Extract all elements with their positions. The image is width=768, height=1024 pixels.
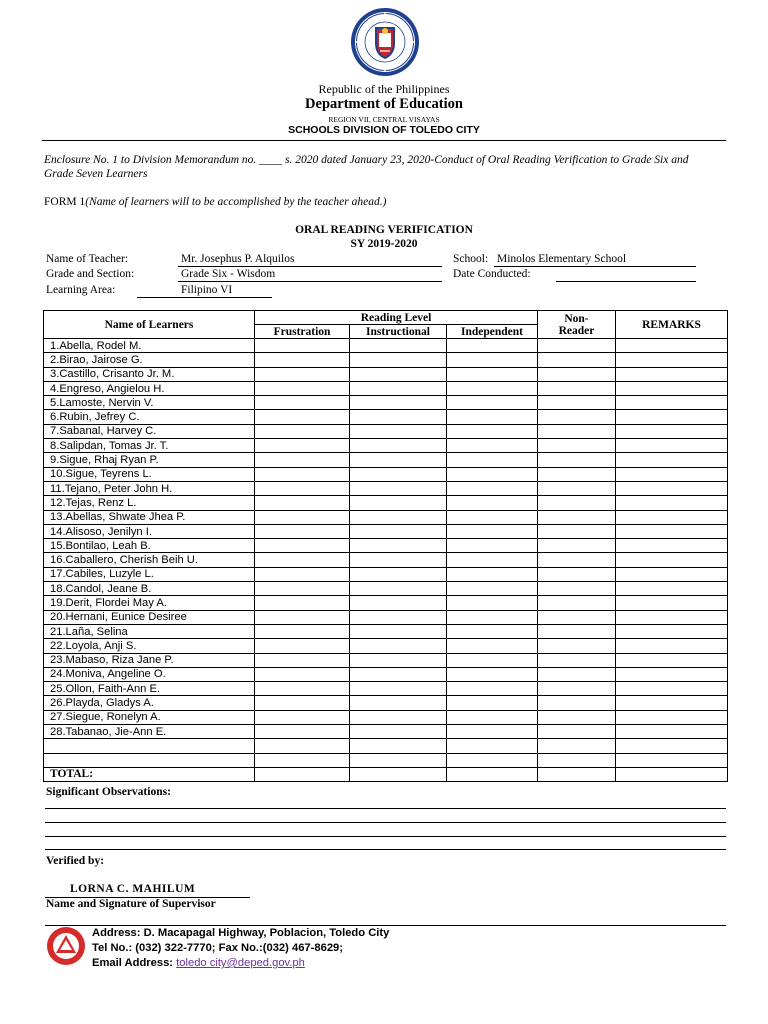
frustration-cell[interactable]: [255, 667, 350, 681]
independent-cell[interactable]: [447, 582, 538, 596]
remarks-cell[interactable]: [616, 682, 728, 696]
table-row: [44, 539, 728, 553]
remarks-cell[interactable]: [616, 667, 728, 681]
footer-divider: [45, 925, 726, 926]
table-row: [44, 381, 728, 395]
frustration-cell[interactable]: [255, 367, 350, 381]
frustration-cell[interactable]: [255, 624, 350, 638]
instructional-cell[interactable]: [350, 710, 447, 724]
supervisor-caption: Name and Signature of Supervisor: [46, 898, 216, 910]
frustration-cell[interactable]: [255, 639, 350, 653]
table-row: [44, 481, 728, 495]
school-year: SY 2019-2020: [350, 238, 418, 250]
instructional-cell[interactable]: [350, 467, 447, 481]
remarks-cell[interactable]: [616, 624, 728, 638]
independent-cell[interactable]: [447, 424, 538, 438]
instructional-cell[interactable]: [350, 667, 447, 681]
independent-cell[interactable]: [447, 624, 538, 638]
verified-by-label: Verified by:: [46, 855, 105, 867]
instructional-cell[interactable]: [350, 567, 447, 581]
independent-cell[interactable]: [447, 610, 538, 624]
learner-name: 1.Abella, Rodel M.: [44, 339, 255, 353]
instructional-cell[interactable]: [350, 367, 447, 381]
table-row: [44, 467, 728, 481]
instructional-cell[interactable]: [350, 524, 447, 538]
frustration-cell[interactable]: [255, 753, 350, 767]
frustration-cell[interactable]: [255, 682, 350, 696]
instructional-cell[interactable]: [350, 739, 447, 753]
frustration-cell[interactable]: [255, 710, 350, 724]
frustration-cell[interactable]: [255, 410, 350, 424]
remarks-cell[interactable]: [616, 696, 728, 710]
non-reader-cell[interactable]: [538, 481, 616, 495]
instructional-cell[interactable]: [350, 481, 447, 495]
frustration-cell[interactable]: [255, 424, 350, 438]
non-reader-cell[interactable]: [538, 524, 616, 538]
table-row: [44, 410, 728, 424]
frustration-cell[interactable]: [255, 396, 350, 410]
department-heading: Department of Education: [305, 96, 463, 112]
deped-seal-logo: [350, 7, 420, 77]
total-independent-cell[interactable]: [447, 767, 538, 781]
instructional-cell[interactable]: [350, 539, 447, 553]
remarks-cell[interactable]: [616, 410, 728, 424]
learner-name: [44, 739, 255, 753]
non-reader-cell[interactable]: [538, 467, 616, 481]
observation-line[interactable]: [45, 808, 726, 809]
frustration-cell[interactable]: [255, 467, 350, 481]
grade-field[interactable]: Grade Six - Wisdom: [178, 268, 442, 282]
table-row: [44, 339, 728, 353]
form-label: FORM 1: [44, 196, 86, 208]
independent-cell[interactable]: [447, 381, 538, 395]
learner-name: 16.Caballero, Cherish Beih U.: [44, 553, 255, 567]
frustration-cell[interactable]: [255, 353, 350, 367]
instructional-cell[interactable]: [350, 439, 447, 453]
independent-header: Independent: [447, 325, 538, 339]
total-non-reader-cell[interactable]: [538, 767, 616, 781]
independent-cell[interactable]: [447, 682, 538, 696]
observation-line[interactable]: [45, 822, 726, 823]
remarks-cell[interactable]: [616, 725, 728, 739]
date-label: Date Conducted:: [453, 268, 531, 280]
independent-cell[interactable]: [447, 367, 538, 381]
frustration-cell[interactable]: [255, 339, 350, 353]
independent-cell[interactable]: [447, 710, 538, 724]
independent-cell[interactable]: [447, 353, 538, 367]
non-reader-cell[interactable]: [538, 710, 616, 724]
remarks-cell[interactable]: [616, 439, 728, 453]
observations-label: Significant Observations:: [46, 786, 171, 798]
instructional-cell[interactable]: [350, 553, 447, 567]
table-row: [44, 725, 728, 739]
non-reader-cell[interactable]: [538, 367, 616, 381]
instructional-cell[interactable]: [350, 639, 447, 653]
instructional-cell[interactable]: [350, 582, 447, 596]
independent-cell[interactable]: [447, 739, 538, 753]
table-row: [44, 596, 728, 610]
frustration-cell[interactable]: [255, 453, 350, 467]
footer-email-label: Email Address:: [92, 957, 177, 969]
non-reader-header: Non- Reader: [538, 311, 616, 339]
learner-name: 6.Rubin, Jefrey C.: [44, 410, 255, 424]
table-row: [44, 624, 728, 638]
frustration-cell[interactable]: [255, 553, 350, 567]
footer-address: Address: D. Macapagal Highway, Poblacion, Toledo City: [92, 927, 390, 939]
independent-cell[interactable]: [447, 653, 538, 667]
table-row: [44, 610, 728, 624]
learner-name: 13.Abellas, Shwate Jhea P.: [44, 510, 255, 524]
non-reader-cell[interactable]: [538, 667, 616, 681]
table-row: [44, 524, 728, 538]
learner-name: 25.Ollon, Faith-Ann E.: [44, 682, 255, 696]
independent-cell[interactable]: [447, 410, 538, 424]
instructional-cell[interactable]: [350, 725, 447, 739]
observation-line[interactable]: [45, 836, 726, 837]
table-row: [44, 653, 728, 667]
non-reader-cell[interactable]: [538, 381, 616, 395]
school-label: School:: [453, 253, 489, 265]
remarks-cell[interactable]: [616, 496, 728, 510]
name-of-learners-header: Name of Learners: [44, 311, 255, 339]
document-title: ORAL READING VERIFICATION: [295, 224, 473, 236]
independent-cell[interactable]: [447, 453, 538, 467]
non-reader-cell[interactable]: [538, 639, 616, 653]
independent-cell[interactable]: [447, 667, 538, 681]
date-field[interactable]: [556, 268, 696, 282]
table-row: [44, 424, 728, 438]
learner-name: 20.Hernani, Eunice Desiree: [44, 610, 255, 624]
table-row: [44, 567, 728, 581]
learners-table: [43, 310, 728, 782]
remarks-cell[interactable]: [616, 553, 728, 567]
supervisor-name: LORNA C. MAHILUM: [70, 883, 196, 895]
area-label: Learning Area:: [46, 284, 116, 296]
non-reader-cell[interactable]: [538, 424, 616, 438]
remarks-cell[interactable]: [616, 453, 728, 467]
non-reader-cell[interactable]: [538, 567, 616, 581]
remarks-cell[interactable]: [616, 467, 728, 481]
instructional-cell[interactable]: [350, 396, 447, 410]
non-reader-cell[interactable]: [538, 624, 616, 638]
non-reader-cell[interactable]: [538, 396, 616, 410]
total-frustration-cell[interactable]: [255, 767, 350, 781]
footer-phone: Tel No.: (032) 322-7770; Fax No.:(032) 467-8629;: [92, 942, 343, 954]
remarks-cell[interactable]: [616, 510, 728, 524]
independent-cell[interactable]: [447, 696, 538, 710]
non-reader-cell[interactable]: [538, 739, 616, 753]
learner-name: 17.Cabiles, Luzyle L.: [44, 567, 255, 581]
instructional-cell[interactable]: [350, 353, 447, 367]
non-reader-cell[interactable]: [538, 653, 616, 667]
table-row: [44, 710, 728, 724]
independent-cell[interactable]: [447, 396, 538, 410]
frustration-cell[interactable]: [255, 653, 350, 667]
remarks-cell[interactable]: [616, 753, 728, 767]
independent-cell[interactable]: [447, 553, 538, 567]
learner-name: 11.Tejano, Peter John H.: [44, 481, 255, 495]
non-reader-cell[interactable]: [538, 682, 616, 696]
frustration-cell[interactable]: [255, 496, 350, 510]
non-reader-cell[interactable]: [538, 610, 616, 624]
non-reader-cell[interactable]: [538, 539, 616, 553]
learner-name: [44, 753, 255, 767]
instructional-cell[interactable]: [350, 624, 447, 638]
table-row: [44, 753, 728, 767]
learner-name: 14.Alisoso, Jenilyn I.: [44, 524, 255, 538]
independent-cell[interactable]: [447, 467, 538, 481]
learner-name: 12.Tejas, Renz L.: [44, 496, 255, 510]
footer-email-link[interactable]: toledo city@deped.gov.ph: [176, 957, 305, 969]
learner-name: 23.Mabaso, Riza Jane P.: [44, 653, 255, 667]
learner-name: 26.Playda, Gladys A.: [44, 696, 255, 710]
remarks-cell[interactable]: [616, 381, 728, 395]
observation-line[interactable]: [45, 849, 726, 850]
non-reader-cell[interactable]: [538, 510, 616, 524]
learner-name: 10.Sigue, Teyrens L.: [44, 467, 255, 481]
independent-cell[interactable]: [447, 524, 538, 538]
independent-cell[interactable]: [447, 567, 538, 581]
teacher-field[interactable]: Mr. Josephus P. Alquilos: [178, 253, 442, 267]
instructional-cell[interactable]: [350, 410, 447, 424]
learner-name: 8.Salipdan, Tomas Jr. T.: [44, 439, 255, 453]
learner-name: 27.Siegue, Ronelyn A.: [44, 710, 255, 724]
republic-heading: Republic of the Philippines: [318, 82, 450, 96]
independent-cell[interactable]: [447, 639, 538, 653]
learner-name: 15.Bontilao, Leah B.: [44, 539, 255, 553]
grade-label: Grade and Section:: [46, 268, 135, 280]
learner-name: 2.Birao, Jairose G.: [44, 353, 255, 367]
table-row: [44, 696, 728, 710]
remarks-cell[interactable]: [616, 567, 728, 581]
total-instructional-cell[interactable]: [350, 767, 447, 781]
remarks-cell[interactable]: [616, 582, 728, 596]
learner-name: 28.Tabanao, Jie-Ann E.: [44, 725, 255, 739]
independent-cell[interactable]: [447, 496, 538, 510]
table-row: [44, 453, 728, 467]
header-divider: [42, 140, 726, 141]
total-remarks-cell[interactable]: [616, 767, 728, 781]
remarks-cell[interactable]: [616, 353, 728, 367]
learner-name: 5.Lamoste, Nervin V.: [44, 396, 255, 410]
instructional-cell[interactable]: [350, 381, 447, 395]
instructional-cell[interactable]: [350, 610, 447, 624]
learner-name: 24.Moniva, Angeline O.: [44, 667, 255, 681]
non-reader-cell[interactable]: [538, 339, 616, 353]
school-field[interactable]: Minolos Elementary School: [494, 253, 696, 267]
frustration-cell[interactable]: [255, 739, 350, 753]
frustration-cell[interactable]: [255, 524, 350, 538]
remarks-cell[interactable]: [616, 653, 728, 667]
non-reader-cell[interactable]: [538, 582, 616, 596]
frustration-cell[interactable]: [255, 439, 350, 453]
remarks-cell[interactable]: [616, 367, 728, 381]
instructional-cell[interactable]: [350, 696, 447, 710]
independent-cell[interactable]: [447, 481, 538, 495]
frustration-cell[interactable]: [255, 596, 350, 610]
learner-name: 7.Sabanal, Harvey C.: [44, 424, 255, 438]
non-reader-cell[interactable]: [538, 439, 616, 453]
remarks-cell[interactable]: [616, 739, 728, 753]
table-row: [44, 367, 728, 381]
region-heading: REGION VII, CENTRAL VISAYAS: [328, 115, 440, 124]
frustration-cell[interactable]: [255, 481, 350, 495]
form-label-line: [44, 196, 386, 208]
non-reader-cell[interactable]: [538, 496, 616, 510]
footer-email-line: [92, 957, 305, 969]
non-reader-cell[interactable]: [538, 596, 616, 610]
teacher-label: Name of Teacher:: [46, 253, 128, 265]
table-row: [44, 439, 728, 453]
remarks-cell[interactable]: [616, 539, 728, 553]
learner-name: 19.Derit, Flordei May A.: [44, 596, 255, 610]
non-reader-cell[interactable]: [538, 696, 616, 710]
non-reader-cell[interactable]: [538, 753, 616, 767]
reading-level-header: Reading Level: [255, 311, 538, 325]
non-reader-cell[interactable]: [538, 725, 616, 739]
instructional-cell[interactable]: [350, 653, 447, 667]
non-reader-cell[interactable]: [538, 553, 616, 567]
independent-cell[interactable]: [447, 439, 538, 453]
table-row: [44, 353, 728, 367]
table-row: [44, 582, 728, 596]
frustration-cell[interactable]: [255, 381, 350, 395]
total-label: TOTAL:: [44, 767, 255, 781]
frustration-cell[interactable]: [255, 696, 350, 710]
table-row: [44, 739, 728, 753]
learner-name: 9.Sigue, Rhaj Ryan P.: [44, 453, 255, 467]
remarks-cell[interactable]: [616, 610, 728, 624]
division-logo: [46, 926, 86, 966]
independent-cell[interactable]: [447, 725, 538, 739]
table-row: [44, 510, 728, 524]
remarks-cell[interactable]: [616, 710, 728, 724]
learner-name: 4.Engreso, Angielou H.: [44, 381, 255, 395]
independent-cell[interactable]: [447, 596, 538, 610]
learner-name: 21.Laña, Selina: [44, 624, 255, 638]
remarks-cell[interactable]: [616, 339, 728, 353]
learner-name: 18.Candol, Jeane B.: [44, 582, 255, 596]
independent-cell[interactable]: [447, 753, 538, 767]
table-row: [44, 682, 728, 696]
remarks-header: REMARKS: [616, 311, 728, 339]
learner-name: 22.Loyola, Anji S.: [44, 639, 255, 653]
frustration-cell[interactable]: [255, 610, 350, 624]
table-row: [44, 496, 728, 510]
instructional-cell[interactable]: [350, 453, 447, 467]
remarks-cell[interactable]: [616, 481, 728, 495]
instructional-cell[interactable]: [350, 753, 447, 767]
instructional-cell[interactable]: [350, 510, 447, 524]
remarks-cell[interactable]: [616, 396, 728, 410]
learner-name: 3.Castillo, Crisanto Jr. M.: [44, 367, 255, 381]
independent-cell[interactable]: [447, 539, 538, 553]
table-row: [44, 396, 728, 410]
instructional-cell[interactable]: [350, 424, 447, 438]
form-note: (Name of learners will to be accomplished by the teacher ahead.): [85, 196, 387, 208]
frustration-cell[interactable]: [255, 510, 350, 524]
instructional-header: Instructional: [350, 325, 447, 339]
area-field[interactable]: Filipino VI: [137, 284, 272, 298]
enclosure-note: Enclosure No. 1 to Division Memorandum no. ____ s. 2020 dated January 23, 2020-Conduct of Oral Reading Verification to Grade Six and Grade Seven Learners: [44, 154, 689, 180]
frustration-cell[interactable]: [255, 582, 350, 596]
table-row: [44, 553, 728, 567]
instructional-cell[interactable]: [350, 596, 447, 610]
instructional-cell[interactable]: [350, 339, 447, 353]
division-heading: SCHOOLS DIVISION OF TOLEDO CITY: [288, 124, 480, 136]
independent-cell[interactable]: [447, 339, 538, 353]
remarks-cell[interactable]: [616, 596, 728, 610]
frustration-header: Frustration: [255, 325, 350, 339]
remarks-cell[interactable]: [616, 424, 728, 438]
frustration-cell[interactable]: [255, 539, 350, 553]
instructional-cell[interactable]: [350, 496, 447, 510]
non-reader-cell[interactable]: [538, 453, 616, 467]
frustration-cell[interactable]: [255, 725, 350, 739]
frustration-cell[interactable]: [255, 567, 350, 581]
non-reader-cell[interactable]: [538, 353, 616, 367]
table-row: [44, 639, 728, 653]
independent-cell[interactable]: [447, 510, 538, 524]
remarks-cell[interactable]: [616, 639, 728, 653]
table-row: [44, 667, 728, 681]
remarks-cell[interactable]: [616, 524, 728, 538]
instructional-cell[interactable]: [350, 682, 447, 696]
non-reader-cell[interactable]: [538, 410, 616, 424]
